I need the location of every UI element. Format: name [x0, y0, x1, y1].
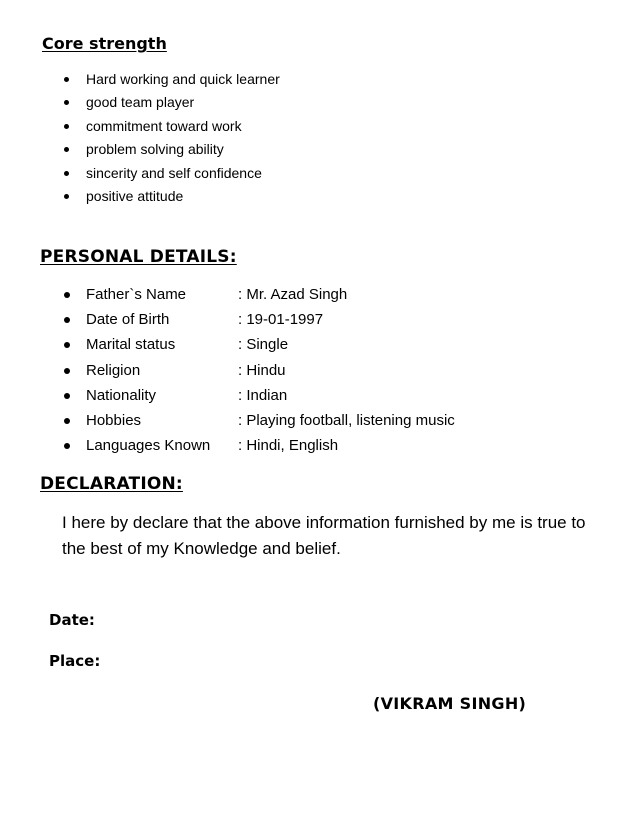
core-strength-heading: Core strength: [42, 34, 167, 53]
bullet-icon: [64, 342, 70, 348]
personal-details-list: [62, 284, 455, 460]
detail-label: Date of Birth: [86, 311, 170, 329]
bullet-icon: [64, 100, 69, 105]
bullet-icon: [64, 77, 69, 82]
date-label: Date:: [49, 611, 95, 629]
bullet-icon: [64, 443, 70, 449]
signature-name: (VIKRAM SINGH): [373, 694, 527, 713]
detail-value: : Hindu: [238, 361, 286, 379]
core-strength-item: Hard working and quick learner: [86, 71, 280, 87]
detail-row: [62, 410, 455, 435]
detail-row: [62, 284, 455, 309]
list-item: [62, 163, 280, 186]
core-strength-item: positive attitude: [86, 187, 184, 204]
bullet-icon: [64, 418, 70, 424]
declaration-heading: DECLARATION:: [40, 474, 183, 494]
bullet-icon: [64, 194, 69, 199]
bullet-icon: [64, 393, 70, 399]
detail-value: : Hindi, English: [238, 437, 339, 455]
bullet-icon: [64, 124, 69, 129]
list-item: [62, 69, 280, 92]
detail-value: : Playing football, listening music: [238, 411, 455, 429]
bullet-icon: [64, 171, 69, 176]
core-strength-list: [62, 69, 280, 209]
core-strength-item: commitment toward work: [86, 117, 242, 134]
list-item: [62, 116, 280, 139]
core-strength-item: good team player: [86, 94, 195, 111]
bullet-icon: [64, 147, 69, 152]
detail-label: Religion: [86, 361, 141, 379]
detail-value: : Single: [238, 336, 289, 354]
core-strength-item: sincerity and self confidence: [86, 164, 262, 181]
list-item: [62, 139, 280, 162]
bullet-icon: [64, 317, 70, 323]
declaration-text: I here by declare that the above information furnished by me is true to the best of my Knowledge and belief.: [62, 513, 586, 558]
bullet-icon: [64, 368, 70, 374]
personal-details-heading: PERSONAL DETAILS:: [40, 247, 237, 267]
place-label: Place:: [49, 652, 101, 670]
detail-row: [62, 435, 455, 460]
core-strength-item: problem solving ability: [86, 141, 224, 158]
list-item: [62, 92, 280, 115]
detail-value: : Indian: [238, 386, 288, 404]
detail-row: [62, 334, 455, 359]
detail-label: Languages Known: [86, 437, 211, 455]
detail-value: : Mr. Azad Singh: [238, 286, 348, 303]
detail-row: [62, 360, 455, 385]
detail-value: : 19-01-1997: [238, 311, 324, 329]
detail-row: [62, 385, 455, 410]
detail-label: Father`s Name: [86, 286, 187, 303]
list-item: [62, 186, 280, 209]
detail-label: Hobbies: [86, 411, 142, 429]
detail-label: Marital status: [86, 336, 176, 354]
detail-label: Nationality: [86, 386, 157, 404]
bullet-icon: [64, 292, 70, 298]
detail-row: [62, 309, 455, 334]
